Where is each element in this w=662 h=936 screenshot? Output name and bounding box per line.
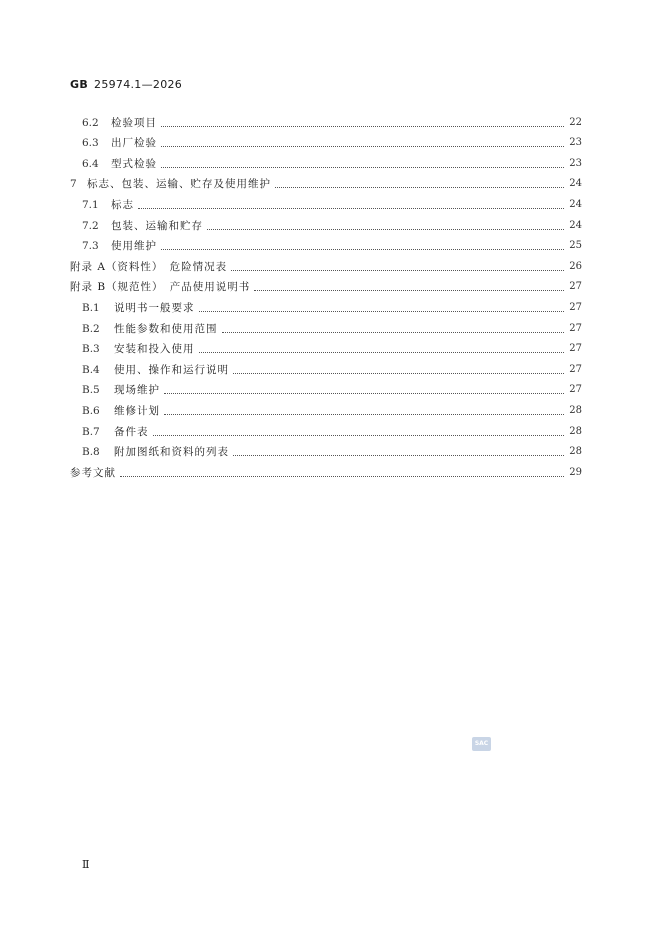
toc-entry-page: 24 — [569, 178, 582, 190]
toc-entry-page: 27 — [569, 384, 582, 396]
toc-entry-number: B.8 — [82, 446, 100, 459]
toc-dot-leader — [164, 414, 564, 415]
toc-entry-number: B.6 — [82, 404, 100, 417]
toc-entry[interactable] — [70, 336, 582, 357]
toc-entry[interactable] — [70, 130, 582, 151]
toc-entry-title: 标志、包装、运输、贮存及使用维护 — [87, 178, 271, 191]
toc-entry-number: 7 — [70, 178, 77, 191]
toc-entry-title: 出厂检验 — [111, 137, 157, 150]
toc-entry[interactable] — [70, 109, 582, 130]
toc-entry-title: 附加图纸和资料的列表 — [114, 446, 229, 459]
toc-dot-leader — [222, 332, 565, 333]
toc-entry-number: B.1 — [82, 301, 100, 314]
toc-entry-title: 型式检验 — [111, 157, 157, 170]
toc-entry-number: 6.4 — [82, 157, 99, 170]
toc-entry[interactable] — [70, 253, 582, 274]
toc-dot-leader — [275, 187, 564, 188]
toc-entry-number: B.5 — [82, 384, 100, 397]
toc-entry-title: 附录 B（规范性） 产品使用说明书 — [70, 281, 251, 294]
toc-entry-page: 27 — [569, 343, 582, 355]
page-number: Ⅱ — [82, 858, 90, 871]
toc-entry[interactable] — [70, 274, 582, 295]
toc-entry[interactable] — [70, 377, 582, 398]
toc-entry-page: 27 — [569, 363, 582, 375]
toc-entry-title: 标志 — [111, 198, 134, 211]
toc-entry-title: 附录 A（资料性） 危险情况表 — [70, 260, 228, 273]
toc-dot-leader — [164, 393, 564, 394]
toc-entry-page: 23 — [569, 157, 582, 169]
toc-entry[interactable] — [70, 150, 582, 171]
toc-entry-page: 26 — [569, 260, 582, 272]
toc-entry-page: 28 — [569, 425, 582, 437]
toc-entry[interactable] — [70, 418, 582, 439]
toc-entry-number: 7.3 — [82, 240, 99, 253]
toc-entry-title: 安装和投入使用 — [114, 343, 195, 356]
toc-dot-leader — [199, 352, 565, 353]
toc-entry-page: 25 — [569, 240, 582, 252]
toc-entry-number: 7.1 — [82, 198, 99, 211]
toc-dot-leader — [120, 476, 564, 477]
toc-entry-title: 包装、运输和贮存 — [111, 219, 203, 232]
toc-entry-number: 7.2 — [82, 219, 99, 232]
toc-dot-leader — [233, 455, 564, 456]
toc-entry-number: B.4 — [82, 363, 100, 376]
toc-entry-title: 现场维护 — [114, 384, 160, 397]
toc-entry-title: 使用维护 — [111, 240, 157, 253]
toc-entry-title: 参考文献 — [70, 466, 116, 479]
standard-number: 25974.1—2026 — [94, 78, 183, 91]
toc-entry-page: 24 — [569, 198, 582, 210]
toc-dot-leader — [231, 270, 564, 271]
document-header — [70, 78, 182, 91]
toc-entry-page: 27 — [569, 301, 582, 313]
toc-dot-leader — [138, 208, 564, 209]
toc-entry-title: 使用、操作和运行说明 — [114, 363, 229, 376]
toc-entry[interactable] — [70, 191, 582, 212]
table-of-contents — [70, 109, 582, 480]
toc-entry-page: 22 — [569, 116, 582, 128]
toc-entry-page: 27 — [569, 322, 582, 334]
toc-dot-leader — [207, 229, 564, 230]
toc-dot-leader — [161, 126, 564, 127]
toc-entry[interactable] — [70, 212, 582, 233]
toc-dot-leader — [254, 290, 564, 291]
toc-entry-number: 6.2 — [82, 116, 99, 129]
watermark-logo — [472, 737, 491, 751]
toc-entry-page: 27 — [569, 281, 582, 293]
toc-dot-leader — [161, 249, 564, 250]
watermark-text: SAC — [474, 740, 489, 747]
toc-entry-page: 28 — [569, 446, 582, 458]
toc-entry[interactable] — [70, 397, 582, 418]
toc-entry-title: 检验项目 — [111, 116, 157, 129]
toc-entry[interactable] — [70, 294, 582, 315]
toc-entry-page: 23 — [569, 137, 582, 149]
toc-entry-title: 维修计划 — [114, 404, 160, 417]
toc-entry[interactable] — [70, 233, 582, 254]
toc-entry[interactable] — [70, 171, 582, 192]
toc-entry-number: B.7 — [82, 425, 100, 438]
toc-entry-number: 6.3 — [82, 137, 99, 150]
toc-entry-page: 28 — [569, 404, 582, 416]
toc-dot-leader — [161, 146, 564, 147]
toc-entry[interactable] — [70, 439, 582, 460]
toc-entry-page: 24 — [569, 219, 582, 231]
toc-entry-number: B.2 — [82, 322, 100, 335]
toc-dot-leader — [153, 435, 565, 436]
toc-entry-title: 性能参数和使用范围 — [114, 322, 218, 335]
standard-prefix: GB — [70, 78, 89, 91]
toc-entry-page: 29 — [569, 466, 582, 478]
toc-entry-title: 说明书一般要求 — [114, 301, 195, 314]
toc-entry-title: 备件表 — [114, 425, 149, 438]
toc-entry[interactable] — [70, 356, 582, 377]
toc-entry[interactable] — [70, 459, 582, 480]
toc-entry-number: B.3 — [82, 343, 100, 356]
toc-entry[interactable] — [70, 315, 582, 336]
toc-dot-leader — [233, 373, 564, 374]
toc-dot-leader — [161, 167, 564, 168]
toc-dot-leader — [199, 311, 565, 312]
